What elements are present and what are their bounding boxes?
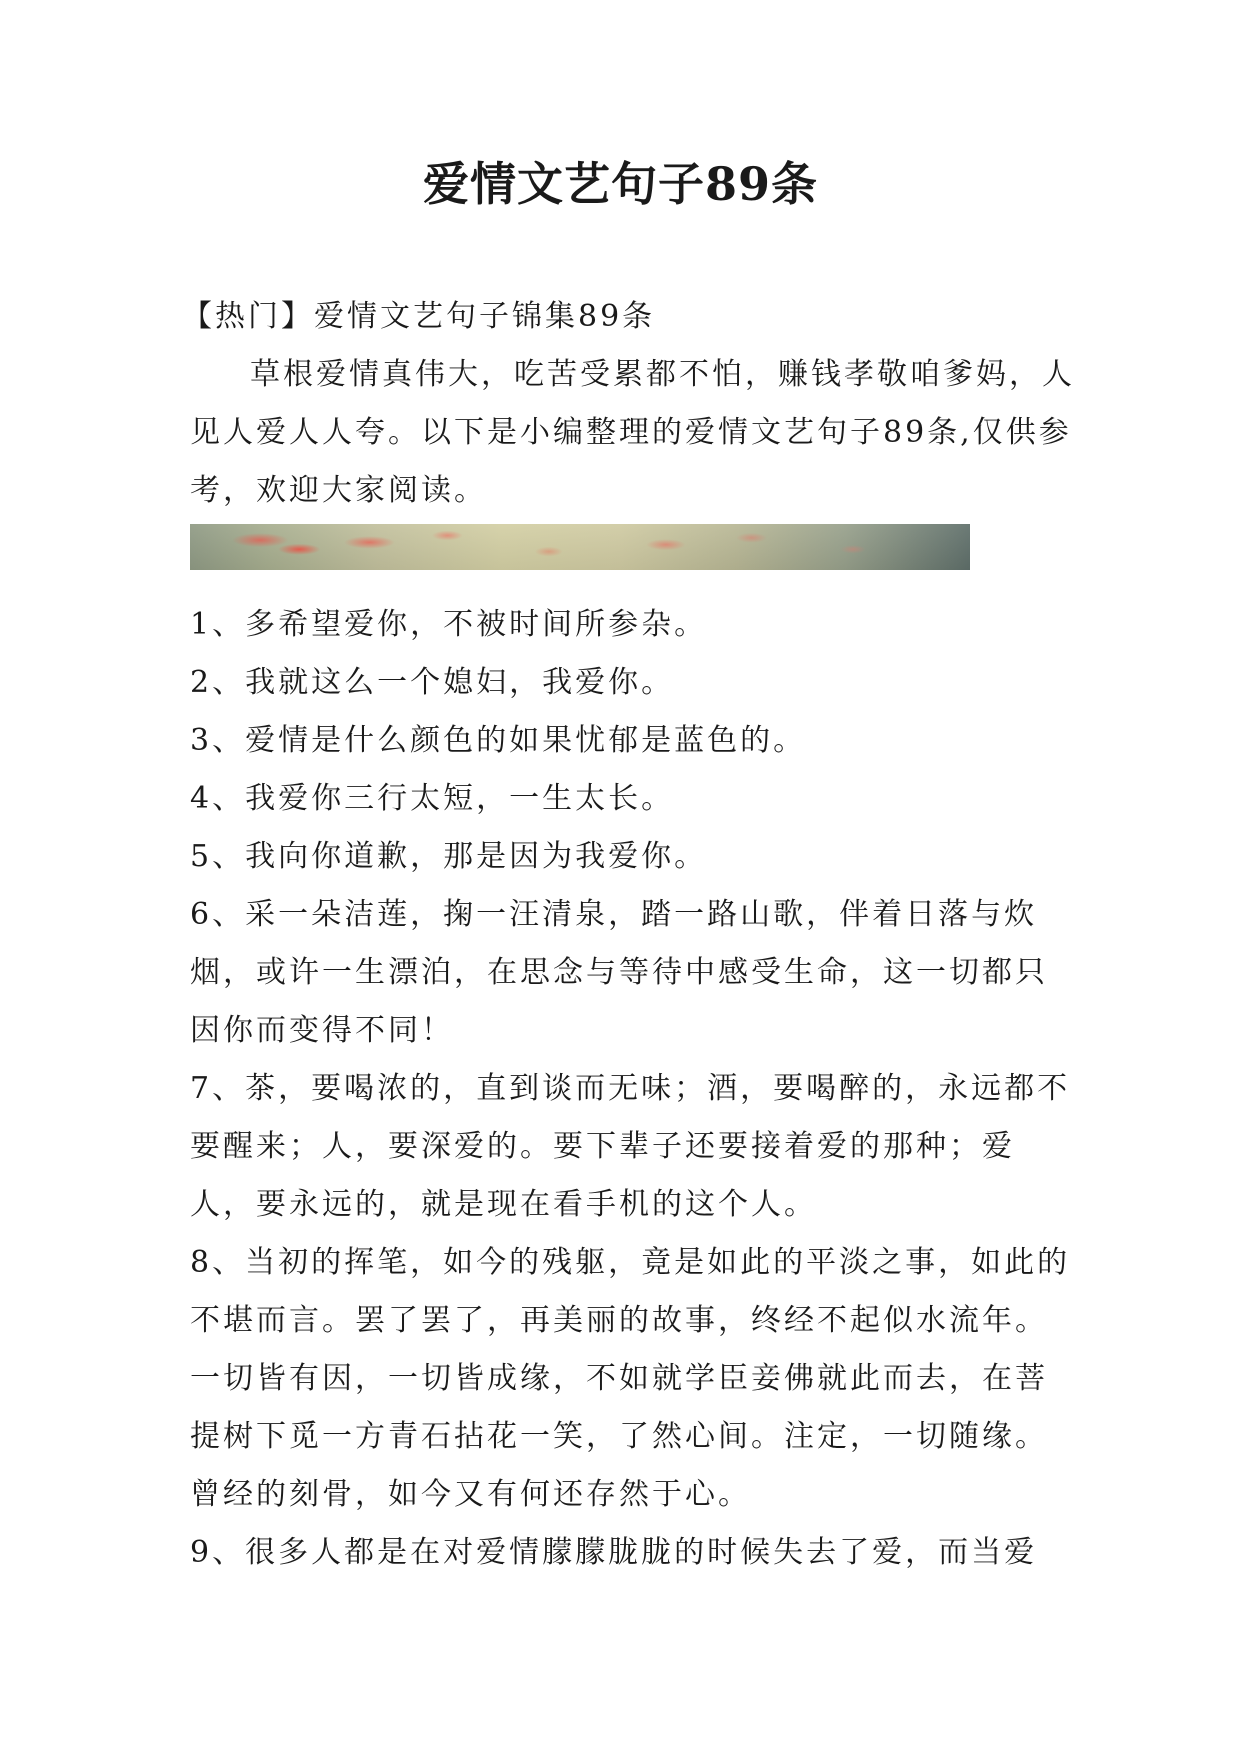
- page-title: 爱情文艺句子89条: [422, 157, 818, 211]
- list-item: 8、当初的挥笔，如今的残躯，竟是如此的平淡之事，如此的不堪而言。罢了罢了，再美丽的故事，终经不起似水流年。一切皆有因，一切皆成缘，不如就学臣妾佛就此而去，在菩提树下觅一方青石拈花一笑，了然心间。注定，一切随缘。曾经的刻骨，如今又有何还存然于心。: [190, 1245, 1071, 1512]
- list-item: 9、很多人都是在对爱情朦朦胧胧的时候失去了爱，而当爱: [190, 1535, 1038, 1570]
- sentence-list: [190, 596, 1075, 1582]
- list-item: 2、我就这么一个媳妇，我爱你。: [190, 665, 675, 700]
- list-item: 7、茶，要喝浓的，直到谈而无味；酒，要喝醉的，永远都不要醒来；人，要深爱的。要下辈子还要接着爱的那种；爱人，要永远的，就是现在看手机的这个人。: [190, 1071, 1071, 1222]
- list-item: 4、我爱你三行太短，一生太长。: [190, 781, 675, 816]
- subheading: 【热门】爱情文艺句子锦集89条: [182, 299, 656, 334]
- document-body: [182, 288, 1075, 1582]
- list-item: 1、多希望爱你，不被时间所参杂。: [190, 607, 708, 642]
- list-item: 6、采一朵洁莲，掬一汪清泉，踏一路山歌，伴着日落与炊烟，或许一生漂泊，在思念与等待中感受生命，这一切都只因你而变得不同！: [190, 897, 1048, 1048]
- decorative-banner-image: [190, 524, 970, 570]
- list-item: 5、我向你道歉，那是因为我爱你。: [190, 839, 708, 874]
- intro-paragraph: 草根爱情真伟大，吃苦受累都不怕，赚钱孝敬咱爹妈，人见人爱人人夸。以下是小编整理的爱情文艺句子89条,仅供参考，欢迎大家阅读。: [190, 357, 1075, 508]
- list-item: 3、爱情是什么颜色的如果忧郁是蓝色的。: [190, 723, 807, 758]
